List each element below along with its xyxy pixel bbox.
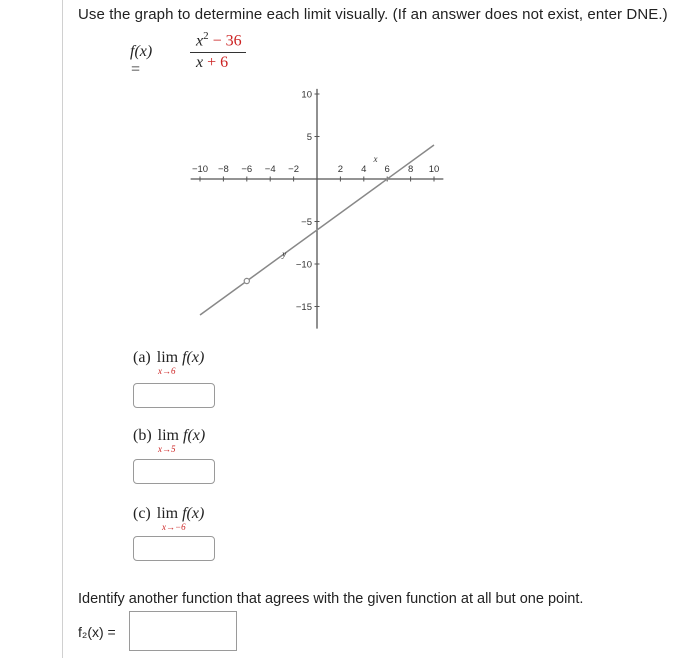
function-denominator: x + 6 — [196, 54, 229, 71]
question-a-label: (a) — [133, 349, 151, 366]
x-tick-label: 8 — [407, 164, 414, 175]
x-tick-label: −2 — [288, 164, 300, 175]
question-c — [133, 505, 205, 532]
f2-input[interactable] — [129, 611, 237, 651]
question-c-lim: lim — [156, 505, 179, 522]
function-graph — [180, 88, 450, 338]
question-b-sub: x→5 — [158, 444, 176, 454]
question-b-lim: lim — [157, 427, 179, 444]
y-tick-label: −15 — [295, 302, 312, 313]
function-lhs: f(x) = — [130, 43, 153, 78]
x-tick-label: −8 — [217, 164, 229, 175]
question-c-sub: x→−6 — [162, 522, 186, 532]
question-a-sub: x→6 — [158, 366, 176, 376]
question-a-func: f(x) — [182, 349, 205, 366]
x-tick-label: −4 — [264, 164, 276, 175]
instructions: Use the graph to determine each limit visually. (If an answer does not exist, enter DNE.) — [78, 6, 668, 23]
answer-a-input[interactable] — [133, 383, 215, 408]
question-b-label: (b) — [133, 427, 152, 444]
question-b-func: f(x) — [183, 427, 206, 444]
y-tick-label: −5 — [301, 217, 312, 228]
question-a — [133, 349, 205, 376]
x-tick-label: −6 — [241, 164, 253, 175]
fraction-bar — [190, 52, 246, 53]
identify-prompt: Identify another function that agrees with the given function at all but one point. — [78, 591, 584, 607]
y-tick-label: 10 — [301, 89, 312, 101]
y-axis-label: y — [282, 249, 287, 260]
question-a-lim: lim — [156, 349, 179, 366]
y-tick-label: 5 — [306, 132, 312, 143]
question-c-func: f(x) — [182, 505, 205, 522]
y-tick-label: −10 — [295, 259, 312, 271]
hole-point — [244, 278, 249, 283]
x-tick-label: −10 — [191, 164, 209, 175]
x-tick-label: 4 — [361, 164, 367, 175]
x-tick-label: 10 — [428, 164, 440, 175]
question-b — [133, 427, 206, 454]
x-tick-label: 6 — [384, 164, 390, 175]
answer-c-input[interactable] — [133, 536, 215, 561]
function-numerator: $x^2 - 36$ — [196, 30, 242, 50]
answer-b-input[interactable] — [133, 459, 215, 484]
x-axis-label: x — [373, 154, 378, 164]
f2-label: f₂(x) = — [78, 624, 116, 640]
x-tick-label: 2 — [337, 164, 344, 175]
question-c-label: (c) — [133, 505, 151, 522]
